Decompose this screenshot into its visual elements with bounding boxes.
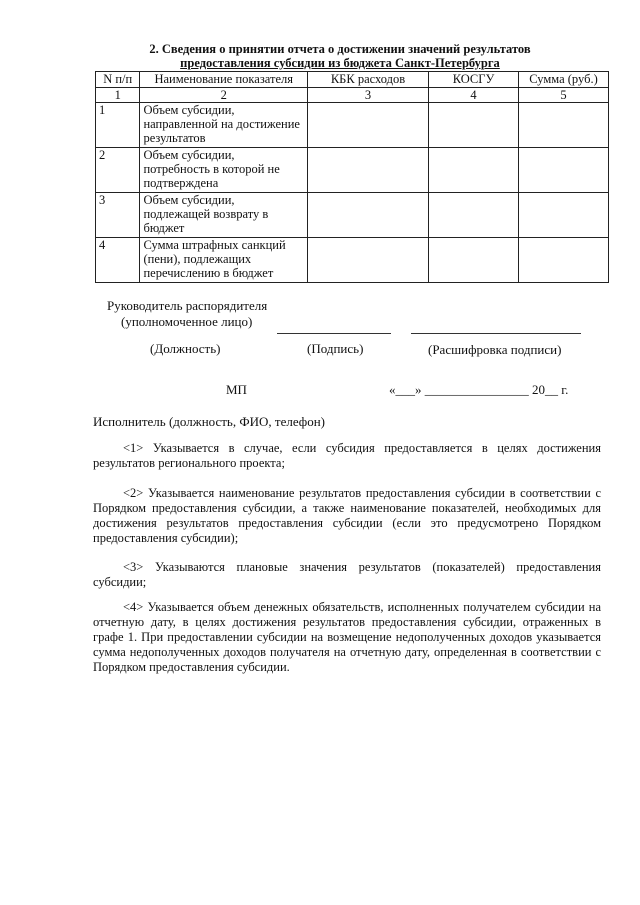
kosgu-cell[interactable]	[429, 103, 519, 148]
footnote-4	[93, 600, 601, 675]
header-kosgu: КОСГУ	[429, 72, 519, 88]
section-title-line2: предоставления субсидии из бюджета Санкт-Петербурга	[180, 56, 500, 70]
header-kbk: КБК расходов	[308, 72, 429, 88]
row-name: Сумма штрафных санкций (пени), подлежащих перечислению в бюджет	[140, 238, 308, 283]
date-day: «___»	[389, 382, 422, 397]
sign-line[interactable]	[277, 333, 391, 334]
sum-cell[interactable]	[518, 193, 608, 238]
date-field[interactable]	[389, 382, 568, 398]
row-name: Объем субсидии, подлежащей возврату в бюджет	[140, 193, 308, 238]
column-number: 1	[96, 88, 140, 103]
kosgu-cell[interactable]	[429, 193, 519, 238]
executor-label: Исполнитель (должность, ФИО, телефон)	[93, 414, 325, 429]
table-row	[96, 148, 609, 193]
header-sum: Сумма (руб.)	[518, 72, 608, 88]
column-number: 5	[518, 88, 608, 103]
table-row	[96, 193, 609, 238]
decode-line[interactable]	[411, 333, 581, 334]
footnote-4-text: <4> Указывается объем денежных обязательств, исполненных получателем субсидии на отчетную дату, в целях достижения результатов предоставления субсидии, отраженных в графе 1. При предоставлении субсидии на возмещение недополученных доходов указывается сумма недополученных доходов получателя на отчетную дату, определенная в соответствии с Порядком предоставления субсидии.	[93, 600, 601, 674]
sum-cell[interactable]	[518, 148, 608, 193]
row-name: Объем субсидии, направленной на достижение результатов	[140, 103, 308, 148]
footnote-1	[93, 441, 601, 471]
column-number: 4	[429, 88, 519, 103]
kbk-cell[interactable]	[308, 238, 429, 283]
footnote-3	[93, 560, 601, 590]
sum-cell[interactable]	[518, 238, 608, 283]
table-row	[96, 103, 609, 148]
sum-cell[interactable]	[518, 103, 608, 148]
footnote-2	[93, 486, 601, 546]
table-header-row	[96, 72, 609, 88]
section-title	[90, 42, 590, 70]
kbk-cell[interactable]	[308, 193, 429, 238]
position-label: (Должность)	[150, 341, 221, 356]
kosgu-cell[interactable]	[429, 148, 519, 193]
kbk-cell[interactable]	[308, 103, 429, 148]
section-title-line1: 2. Сведения о принятии отчета о достижении значений результатов	[149, 42, 531, 56]
head-title-line2: (уполномоченное лицо)	[121, 314, 253, 329]
row-num: 4	[96, 238, 140, 283]
header-name: Наименование показателя	[140, 72, 308, 88]
footnote-3-text: <3> Указываются плановые значения результатов (показателей) предоставления субсидии;	[93, 560, 601, 589]
sign-label: (Подпись)	[307, 341, 364, 356]
kosgu-cell[interactable]	[429, 238, 519, 283]
column-number-row	[96, 88, 609, 103]
date-month: ________________	[424, 382, 529, 397]
stamp-label: МП	[226, 382, 247, 397]
head-title-line1: Руководитель распорядителя	[107, 298, 268, 313]
row-name: Объем субсидии, потребность в которой не подтверждена	[140, 148, 308, 193]
date-year: 20__ г.	[532, 382, 569, 397]
column-number: 3	[308, 88, 429, 103]
row-num: 1	[96, 103, 140, 148]
header-num: N п/п	[96, 72, 140, 88]
decode-label: (Расшифровка подписи)	[428, 342, 562, 357]
row-num: 2	[96, 148, 140, 193]
footnote-2-text: <2> Указывается наименование результатов предоставления субсидии в соответствии с Порядком предоставления субсидии, а также наименование показателей, необходимых для достижения результатов предоставления субсидии (если это предусмотрено Порядком предоставления субсидии);	[93, 486, 601, 545]
kbk-cell[interactable]	[308, 148, 429, 193]
row-num: 3	[96, 193, 140, 238]
report-table	[95, 71, 609, 283]
table-row	[96, 238, 609, 283]
column-number: 2	[140, 88, 308, 103]
footnote-1-text: <1> Указывается в случае, если субсидия предоставляется в целях достижения результатов регионального проекта;	[93, 441, 601, 470]
